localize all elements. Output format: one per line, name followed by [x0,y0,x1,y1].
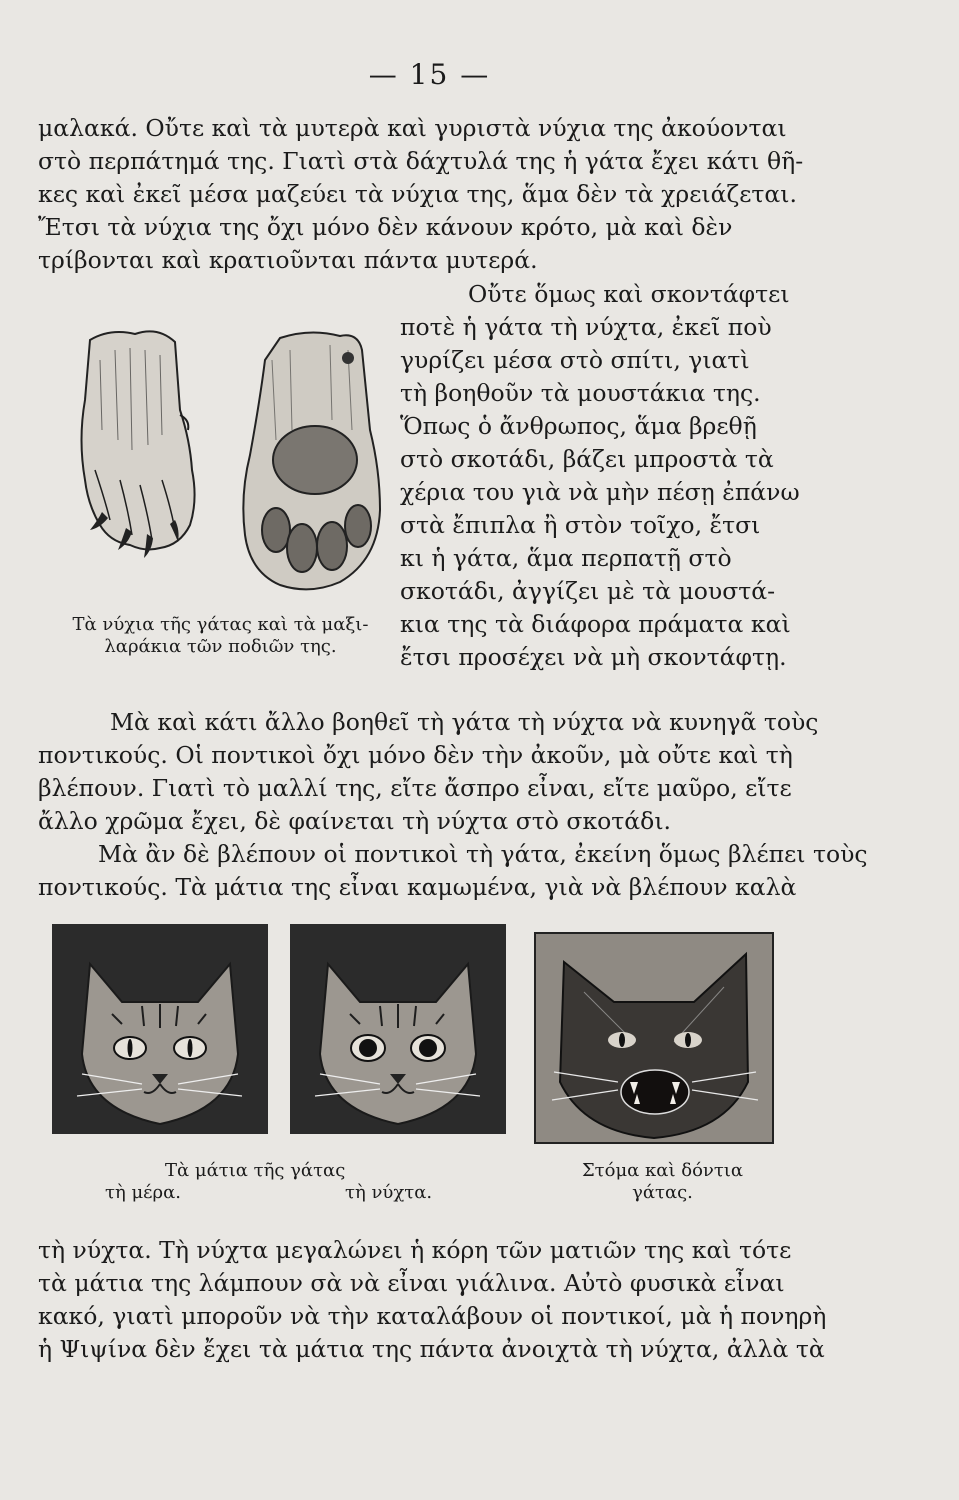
top-paragraph [38,112,804,277]
text-line: ποντικούς. Οἱ ποντικοὶ ὄχι μόνο δὲν τὴν ἀκοῦν, μὰ οὔτε καὶ τὴ [38,741,793,769]
text-line: στὰ ἔπιπλα ἢ στὸν τοῖχο, ἔτσι [400,511,761,539]
text-line: ἡ Ψιψίνα δὲν ἔχει τὰ μάτια της πάντα ἀνοιχτὰ τὴ νύχτα, ἀλλὰ τὰ [38,1335,825,1363]
paw-pads-drawing [243,332,380,589]
text-line: στὸ σκοτάδι, βάζει μπροστὰ τὰ [400,445,774,473]
text-line: χέρια του γιὰ νὰ μὴν πέσῃ ἐπάνω [400,478,800,506]
middle-paragraph [38,706,868,904]
text-line: γυρίζει μέσα στὸ σπίτι, γιατὶ [400,346,750,374]
text-line: σκοτάδι, ἀγγίζει μὲ τὰ μουστά- [400,577,776,605]
eyes-caption-heading: Τὰ μάτια τῆς γάτας [165,1160,346,1181]
page-number: — 15 — [368,58,491,91]
side-paragraph [400,278,800,674]
caption-line: γάτας. [632,1182,693,1203]
eyes-caption-night: τὴ νύχτα. [345,1182,433,1203]
paw-claws-drawing [82,331,195,558]
text-line: Ἔτσι τὰ νύχια της ὄχι μόνο δὲν κάνουν κρότο, μὰ καὶ δὲν [38,213,733,241]
mouth-caption [550,1160,775,1204]
eyes-caption-day: τὴ μέρα. [105,1182,181,1203]
cat-mouth-teeth-image [534,932,774,1144]
caption-line: λαράκια τῶν ποδιῶν της. [104,636,337,657]
text-line: τρίβονται καὶ κρατιοῦνται πάντα μυτερά. [38,246,538,274]
text-line: ποτὲ ἡ γάτα τὴ νύχτα, ἐκεῖ ποὺ [400,313,772,341]
text-line: βλέπουν. Γιατὶ τὸ μαλλί της, εἴτε ἄσπρο εἶναι, εἴτε μαῦρο, εἴτε [38,774,792,802]
caption-line: Στόμα καὶ δόντια [581,1160,744,1181]
text-line: Ὅπως ὁ ἄνθρωπος, ἅμα βρεθῇ [400,412,757,440]
eyes-caption [105,1160,475,1204]
paws-caption [48,614,393,658]
caption-line: Τὰ νύχια τῆς γάτας καὶ τὰ μαξι- [72,614,369,635]
cat-paws-illustration [40,320,390,610]
text-line: κακό, γιατὶ μποροῦν νὰ τὴν καταλάβουν οἱ ποντικοί, μὰ ἡ πονηρὴ [38,1302,827,1330]
text-line: Μὰ ἂν δὲ βλέπουν οἱ ποντικοὶ τὴ γάτα, ἐκείνη ὅμως βλέπει τοὺς [98,840,868,868]
cat-eyes-day-image [52,924,268,1134]
text-line: κια της τὰ διάφορα πράματα καὶ [400,610,791,638]
text-line: τὴ βοηθοῦν τὰ μουστάκια της. [400,379,761,407]
text-line: κι ἡ γάτα, ἅμα περπατῇ στὸ [400,544,732,572]
text-line: ἔτσι προσέχει νὰ μὴ σκοντάφτῃ. [400,643,787,671]
text-line: ποντικούς. Τὰ μάτια της εἶναι καμωμένα, γιὰ νὰ βλέπουν καλὰ [38,873,797,901]
cat-eyes-night-image [290,924,506,1134]
text-line: κες καὶ ἐκεῖ μέσα μαζεύει τὰ νύχια της, ἅμα δὲν τὰ χρειάζεται. [38,180,797,208]
text-line: τὰ μάτια της λάμπουν σὰ νὰ εἶναι γιάλινα. Αὐτὸ φυσικὰ εἶναι [38,1269,785,1297]
text-line: μαλακά. Οὔτε καὶ τὰ μυτερὰ καὶ γυριστὰ νύχια της ἀκούονται [38,114,787,142]
bottom-paragraph [38,1234,827,1366]
text-line: Οὔτε ὅμως καὶ σκοντάφτει [468,280,790,308]
text-line: τὴ νύχτα. Τὴ νύχτα μεγαλώνει ἡ κόρη τῶν ματιῶν της καὶ τότε [38,1236,792,1264]
text-line: ἄλλο χρῶμα ἔχει, δὲ φαίνεται τὴ νύχτα στὸ σκοτάδι. [38,807,672,835]
text-line: Μὰ καὶ κάτι ἄλλο βοηθεῖ τὴ γάτα τὴ νύχτα νὰ κυνηγᾶ τοὺς [110,708,819,736]
text-line: στὸ περπάτημά της. Γιατὶ στὰ δάχτυλά της ἡ γάτα ἔχει κάτι θῆ- [38,147,804,175]
